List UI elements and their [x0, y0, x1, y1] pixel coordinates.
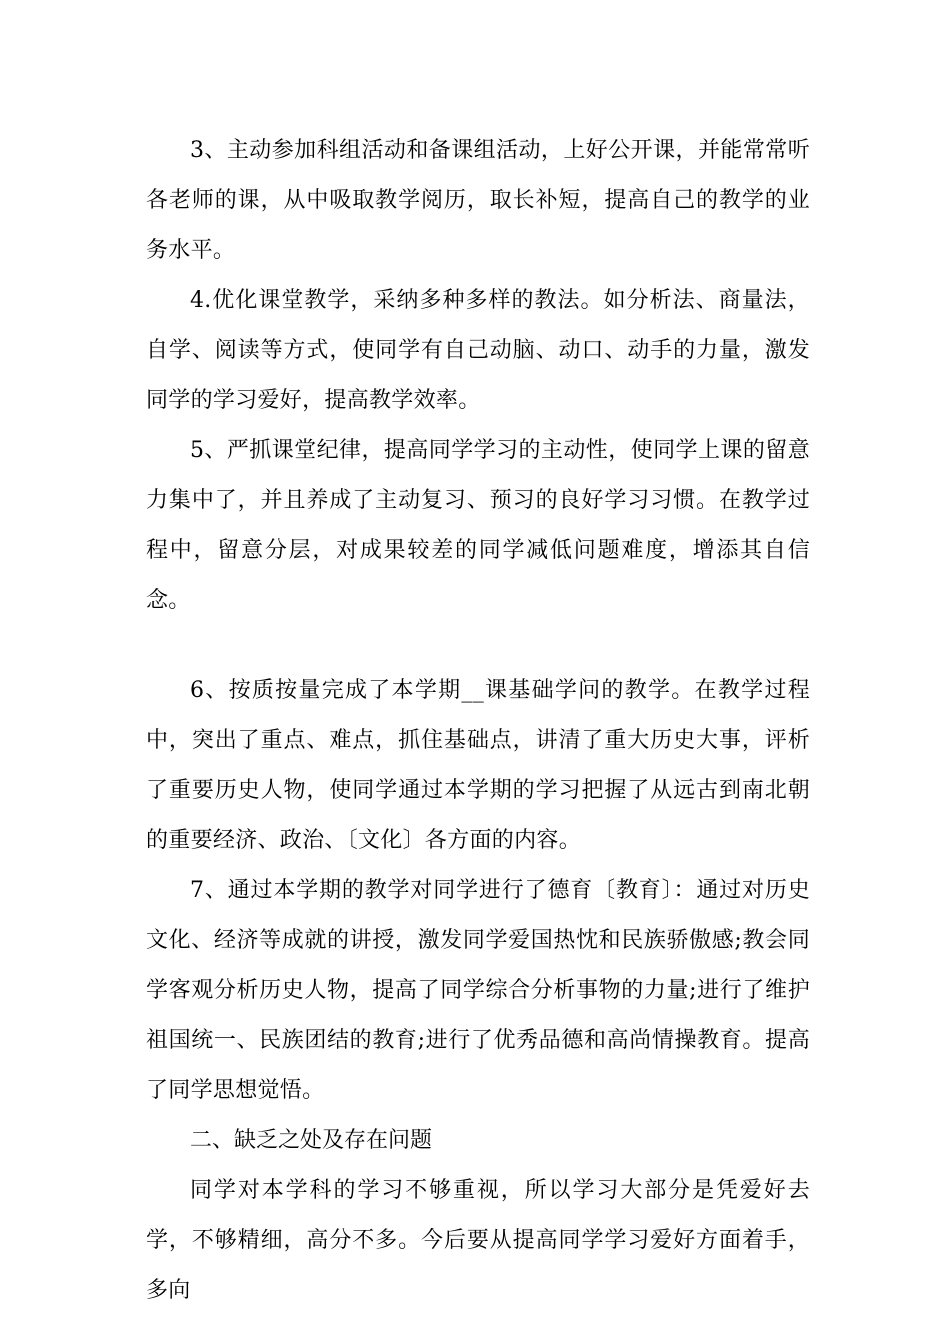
section-heading: 二、缺乏之处及存在问题: [190, 1128, 433, 1153]
paragraph-7: 7、通过本学期的教学对同学进行了德育〔教育〕：通过对历史文化、经济等成就的讲授，激发同学爱国热忱和民族骄傲感;教会同学客观分析历史人物，提高了同学综合分析事物的力量;进行了维护祖国统一、民族团结的教育;进行了优秀品德和高尚情操教育。提高了同学思想觉悟。: [146, 878, 810, 1103]
paragraph-5: 5、严抓课堂纪律，提高同学学习的主动性，使同学上课的留意力集中了，并且养成了主动复习、预习的良好学习习惯。在教学过程中，留意分层，对成果较差的同学减低问题难度，增添其自信念。: [146, 438, 810, 613]
paragraph-6: 6、按质按量完成了本学期__课基础学问的教学。在教学过程中，突出了重点、难点，抓住基础点，讲清了重大历史大事，评析了重要历史人物，使同学通过本学期的学习把握了从远古到南北朝的重要经济、政治、〔文化〕各方面的内容。: [146, 678, 810, 853]
document-page: [146, 126, 810, 1316]
closing-paragraph: 同学对本学科的学习不够重视，所以学习大部分是凭爱好去学，不够精细，高分不多。今后要从提高同学学习爱好方面着手，多向: [146, 1178, 810, 1303]
paragraph-4: 4.优化课堂教学，采纳多种多样的教法。如分析法、商量法，自学、阅读等方式，使同学有自己动脑、动口、动手的力量，激发同学的学习爱好，提高教学效率。: [146, 288, 810, 413]
paragraph-3: 3、主动参加科组活动和备课组活动，上好公开课，并能常常听各老师的课，从中吸取教学阅历，取长补短，提高自己的教学的业务水平。: [146, 138, 810, 263]
paragraph-gap: [146, 626, 810, 666]
